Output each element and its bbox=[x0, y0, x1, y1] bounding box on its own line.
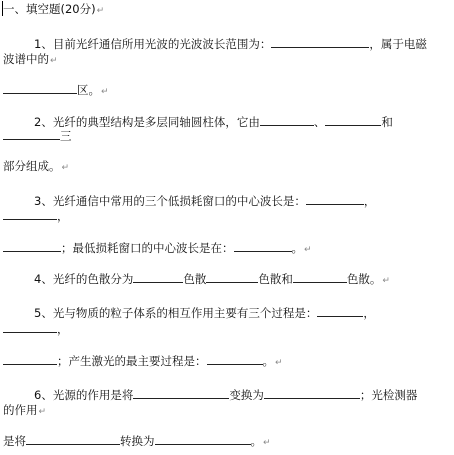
q5-blank-3[interactable] bbox=[3, 353, 57, 365]
q4-blank-3[interactable] bbox=[293, 271, 347, 283]
question-2-line-1: 2、光纤的典型结构是多层同轴圆柱体，它由 、 和 bbox=[34, 115, 393, 129]
q4-blank-1[interactable] bbox=[133, 271, 183, 283]
paragraph-mark-icon: ↵ bbox=[101, 87, 109, 97]
question-3-line-2: ， bbox=[3, 208, 69, 223]
question-3-line-3: ；最低损耗窗口的中心波长是在： 。↵ bbox=[3, 240, 312, 257]
q2-blank-2[interactable] bbox=[325, 114, 381, 126]
paragraph-mark-icon: ↵ bbox=[61, 163, 70, 173]
q5-blank-1[interactable] bbox=[317, 305, 363, 317]
q3-blank-1[interactable] bbox=[306, 193, 364, 205]
q3-blank-3[interactable] bbox=[3, 240, 61, 252]
question-1-line-2: 波谱中的↵ bbox=[3, 52, 58, 66]
q2-blank-1[interactable] bbox=[260, 114, 314, 126]
q5-blank-4[interactable] bbox=[207, 353, 263, 365]
q3-blank-2[interactable] bbox=[3, 208, 57, 220]
question-6-line-1: 6、光源的作用是将 变换为 ；光检测器 bbox=[34, 388, 418, 402]
paragraph-mark-icon: ↵ bbox=[50, 56, 58, 66]
question-4-line-1: 4、光纤的色散分为 色散 色散和 色散。↵ bbox=[34, 272, 390, 286]
q4-blank-2[interactable] bbox=[206, 271, 258, 283]
q6-blank-3[interactable] bbox=[26, 433, 120, 445]
paragraph-mark-icon: ↵ bbox=[263, 438, 271, 448]
paragraph-mark-icon: ↵ bbox=[96, 6, 105, 16]
paragraph-mark-icon: ↵ bbox=[38, 407, 47, 417]
question-1-line-1: 1、目前光纤通信所用光波的光波波长范围为： ，属于电磁 bbox=[34, 37, 427, 51]
question-5-line-2: ， bbox=[3, 321, 69, 336]
q5-blank-2[interactable] bbox=[3, 321, 57, 333]
paragraph-mark-icon: ↵ bbox=[304, 245, 312, 255]
question-6-line-2: 的作用↵ bbox=[3, 403, 47, 417]
q3-blank-4[interactable] bbox=[234, 240, 292, 252]
question-5-line-3: ；产生激光的最主要过程是： 。↵ bbox=[3, 353, 283, 370]
q2-blank-3[interactable] bbox=[3, 128, 60, 140]
q6-blank-4[interactable] bbox=[155, 433, 251, 445]
q1-blank-2[interactable] bbox=[3, 82, 77, 94]
question-6-line-3: 是将 转换为 。↵ bbox=[3, 434, 271, 448]
q6-blank-1[interactable] bbox=[133, 387, 229, 399]
question-2-line-3: 部分组成。↵ bbox=[3, 159, 70, 173]
paragraph-mark-icon: ↵ bbox=[275, 358, 283, 368]
section-title: 一、填空题(20分)↵ bbox=[3, 2, 105, 16]
q1-blank-1[interactable] bbox=[271, 36, 369, 48]
question-5-line-1: 5、光与物质的粒子体系的相互作用主要有三个过程是： ， bbox=[34, 306, 375, 320]
question-1-line-3: 区。↵ bbox=[3, 82, 109, 99]
question-3-line-1: 3、光纤通信中常用的三个低损耗窗口的中心波长是： ， bbox=[34, 194, 376, 208]
paragraph-mark-icon: ↵ bbox=[382, 276, 390, 286]
question-2-line-2: 三 bbox=[3, 128, 72, 143]
q6-blank-2[interactable] bbox=[264, 387, 360, 399]
